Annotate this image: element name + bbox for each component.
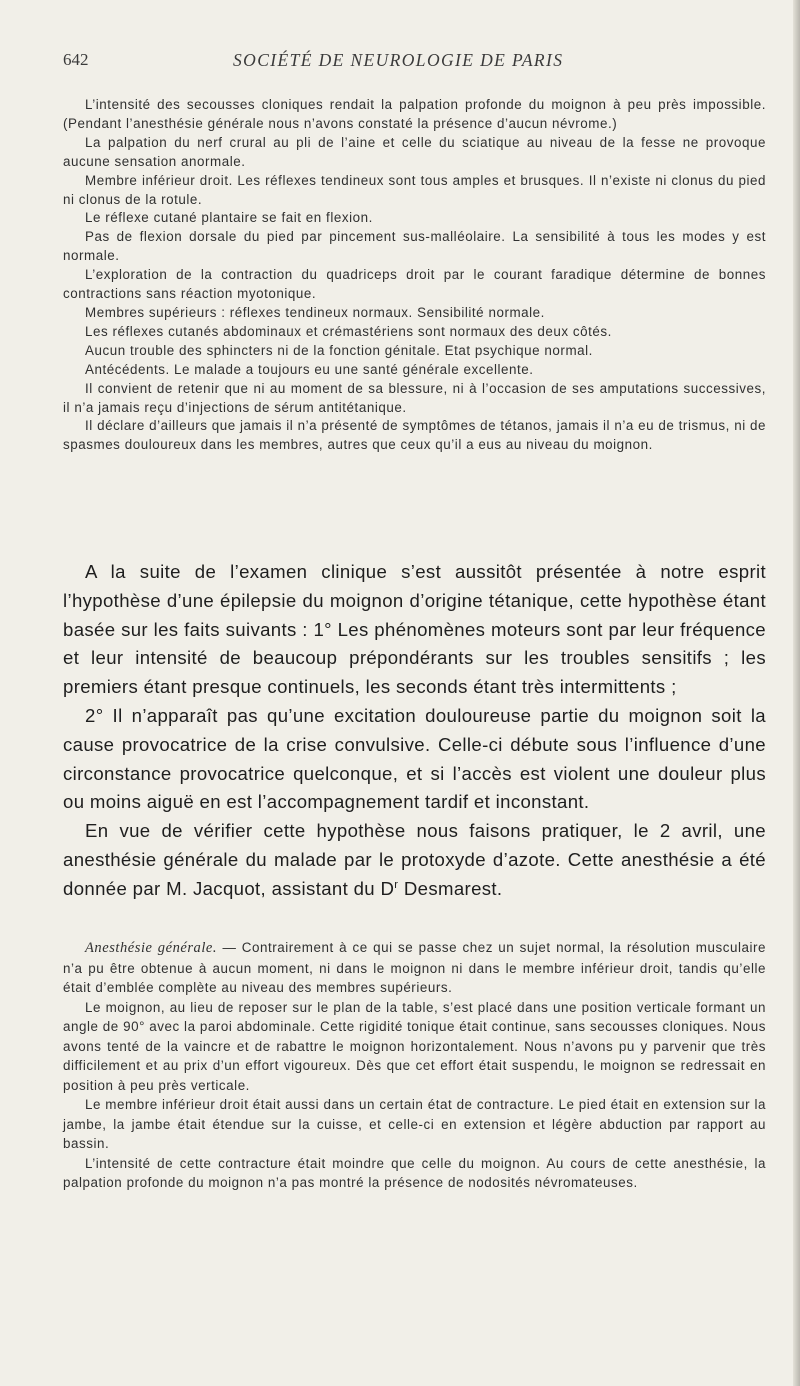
paragraph-text: En vue de vérifier cette hypothèse nous faisons pratiquer, le 2 avril, une anesthésie générale du malade par le protoxyde d’azote. Cette anesthésie a été donnée par M. Jacquot, assistant du D [63, 820, 766, 899]
paragraph-text-end: Desmarest. [398, 877, 503, 899]
paragraph: Membre inférieur droit. Les réflexes tendineux sont tous amples et brusques. Il n’existe ni clonus du pied ni clonus de la rotule. [63, 172, 766, 207]
paragraph: Il déclare d’ailleurs que jamais il n’a présenté de symptômes de tétanos, jamais il n’a eu de trismus, ni de spasmes douloureux dans les membres, autres que ceux qu’il a eus au niveau du moignon. [63, 418, 766, 453]
paragraph [63, 938, 766, 998]
superscript: r [394, 878, 399, 891]
paragraph: Le membre inférieur droit était aussi dans un certain état de contracture. Le pied était en extension sur la jambe, la jambe était étendue sur la cuisse, et celle-ci en extension et légère abduction par rapport au bassin. [63, 1097, 766, 1151]
section-lead-italic: Anesthésie générale. [85, 940, 218, 956]
page-number: 642 [63, 50, 89, 69]
paragraph: L’intensité de cette contracture était moindre que celle du moignon. Au cours de cette anesthésie, la palpation profonde du moignon n’a pas montré la présence de nodosités névromateuses. [63, 1155, 766, 1190]
paragraph: Les réflexes cutanés abdominaux et crémastériens sont normaux des deux côtés. [85, 323, 612, 339]
journal-title: SOCIÉTÉ DE NEUROLOGIE DE PARIS [233, 50, 564, 70]
paragraph: L’intensité des secousses cloniques rendait la palpation profonde du moignon à peu près impossible. (Pendant l’anesthésie générale nous n’avons constaté la présence d’aucun névrome.) [63, 97, 766, 131]
paragraph: Aucun trouble des sphincters ni de la fonction génitale. Etat psychique normal. [85, 342, 593, 358]
case-report-small-text [63, 96, 766, 455]
paragraph: Pas de flexion dorsale du pied par pincement sus-malléolaire. La sensibilité à tous les modes y est normale. [63, 229, 766, 264]
paragraph: Membres supérieurs : réflexes tendineux normaux. Sensibilité normale. [85, 304, 545, 320]
paragraph: La palpation du nerf crural au pli de l’aine et celle du sciatique au niveau de la fesse ne provoque aucune sensation anormale. [63, 134, 766, 169]
paragraph: A la suite de l’examen clinique s’est aussitôt présentée à notre esprit l’hypothèse d’une épilepsie du moignon d’origine tétanique, cette hypothèse étant basée sur les faits suivants : 1° Les phénomènes moteurs sont par leur fréquence et leur intensité de beaucoup prépondérants sur les troubles sensitifs ; les premiers étant presque continuels, les seconds étant très intermittents ; [63, 561, 766, 698]
running-head [63, 50, 703, 74]
paragraph [63, 817, 766, 903]
paragraph: Le moignon, au lieu de reposer sur le plan de la table, s’est placé dans une position verticale formant un angle de 90° avec la paroi abdominale. Cette rigidité tonique était continue, sans secousses cloniques. Nous avons tenté de la vaincre et de rabattre le moignon horizontalement. Nous n’avons pu y parvenir que très difficilement et au prix d’un effort vigoureux. Dès que cet effort était suspendu, le moignon se redressait en position à peu près verticale. [63, 999, 766, 1093]
paragraph: 2° Il n’apparaît pas qu’une excitation douloureuse partie du moignon soit la cause provocatrice de la crise convulsive. Celle-ci débute sous l’influence d’une circonstance provocatrice quelconque, et si l’accès est violent une douleur plus ou moins aiguë en est l’accompagnement tardif et inconstant. [63, 704, 766, 813]
paragraph: L’exploration de la contraction du quadriceps droit par le courant faradique détermine de bonnes contractions sans réaction myotonique. [63, 267, 766, 302]
anesthesia-section [63, 938, 766, 1193]
paragraph: Il convient de retenir que ni au moment de sa blessure, ni à l’occasion de ses amputations successives, il n’a jamais reçu d’injections de sérum antitétanique. [63, 380, 766, 415]
paragraph: Antécédents. Le malade a toujours eu une santé générale excellente. [85, 361, 534, 377]
page-edge-shadow [793, 0, 800, 1386]
paragraph: Le réflexe cutané plantaire se fait en flexion. [85, 210, 373, 226]
discussion-large-text [63, 558, 766, 904]
paragraph-text: — Contrairement à ce qui se passe chez un sujet normal, la résolution musculaire n’a pu être obtenue à aucun moment, ni dans le moignon ni dans le membre inférieur droit, tandis qu’elle était d’emblée complète au niveau des membres supérieurs. [63, 940, 766, 995]
